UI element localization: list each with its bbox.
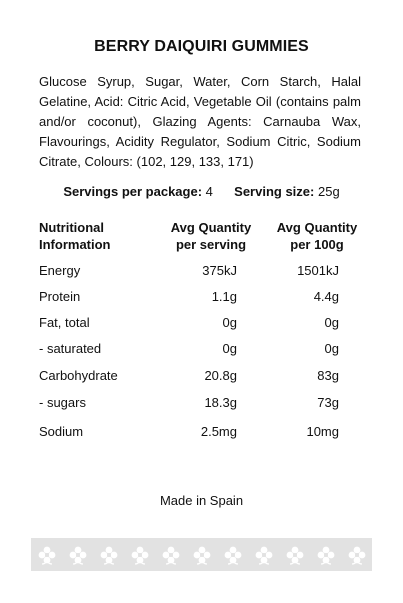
- nutrition-row-carbohydrate: [39, 368, 365, 386]
- row-label: - sugars: [39, 395, 86, 410]
- flower-ornament-icon: [315, 544, 337, 566]
- serving-size-label: Serving size:: [234, 184, 315, 199]
- row-per-serving: 0g: [222, 341, 237, 356]
- row-per-100g: 10mg: [306, 424, 339, 439]
- row-label: Sodium: [39, 424, 84, 439]
- nutrition-row-protein: [39, 289, 365, 307]
- nutrition-row-sugars: [39, 395, 365, 413]
- header-per-serving: [163, 219, 259, 253]
- row-per-100g: 0g: [324, 341, 339, 356]
- nutrition-row-energy: [39, 263, 365, 281]
- row-per-serving: 20.8g: [204, 368, 237, 383]
- flower-ornament-icon: [253, 544, 275, 566]
- flower-ornament-icon: [346, 544, 368, 566]
- header-col2-line1: Avg Quantity: [170, 220, 252, 235]
- flower-ornament-icon: [160, 544, 182, 566]
- header-col1-line1: Nutritional: [39, 220, 104, 235]
- nutrition-header: [39, 219, 365, 265]
- row-label: Carbohydrate: [39, 368, 118, 383]
- flower-ornament-icon: [98, 544, 120, 566]
- row-label: Fat, total: [39, 315, 90, 330]
- row-per-serving: 1.1g: [211, 289, 237, 304]
- header-col2-line2: per serving: [175, 237, 247, 252]
- country-of-origin: Made in Spain: [159, 493, 244, 508]
- flower-ornament-icon: [284, 544, 306, 566]
- row-label: - saturated: [39, 341, 102, 356]
- row-per-serving: 2.5mg: [200, 424, 237, 439]
- ingredients-text: Glucose Syrup, Sugar, Water, Corn Starch, Halal Gelatine, Acid: Citric Acid, Vegetable Oil (contains palm and/or coconut), Glazing Agents: Carnauba Wax, Flavourings, Acidity Regulator, Sodium Citric, Sodium Citrate, Colours: (102, 129, 133, 171): [39, 74, 361, 169]
- row-per-100g: 1501kJ: [297, 263, 339, 278]
- row-per-100g: 0g: [324, 315, 339, 330]
- flower-ornament-icon: [67, 544, 89, 566]
- servings-line: [0, 184, 403, 199]
- row-label: Energy: [39, 263, 81, 278]
- flower-ornament-icon: [36, 544, 58, 566]
- row-per-100g: 4.4g: [313, 289, 339, 304]
- servings-per-package-label: Servings per package:: [63, 184, 203, 199]
- header-per-100g: [269, 219, 365, 253]
- nutrition-row-saturated: [39, 341, 365, 359]
- header-col3-line1: Avg Quantity: [276, 220, 358, 235]
- header-col3-line2: per 100g: [290, 237, 344, 252]
- header-nutritional-information: [39, 219, 111, 253]
- row-per-100g: 83g: [317, 368, 339, 383]
- row-label: Protein: [39, 289, 81, 304]
- nutrition-row-sodium: [39, 424, 365, 442]
- row-per-serving: 375kJ: [202, 263, 237, 278]
- serving-size-value: 25g: [317, 184, 340, 199]
- flower-ornament-icon: [191, 544, 213, 566]
- flower-ornament-icon: [129, 544, 151, 566]
- decorative-flower-band: [31, 538, 372, 571]
- nutrition-row-fat-total: [39, 315, 365, 333]
- servings-per-package-value: 4: [205, 184, 213, 199]
- row-per-serving: 18.3g: [204, 395, 237, 410]
- product-title: BERRY DAIQUIRI GUMMIES: [94, 38, 309, 55]
- nutrition-table: [39, 219, 365, 439]
- flower-ornament-icon: [222, 544, 244, 566]
- header-col1-line2: Information: [39, 237, 111, 252]
- row-per-100g: 73g: [317, 395, 339, 410]
- row-per-serving: 0g: [222, 315, 237, 330]
